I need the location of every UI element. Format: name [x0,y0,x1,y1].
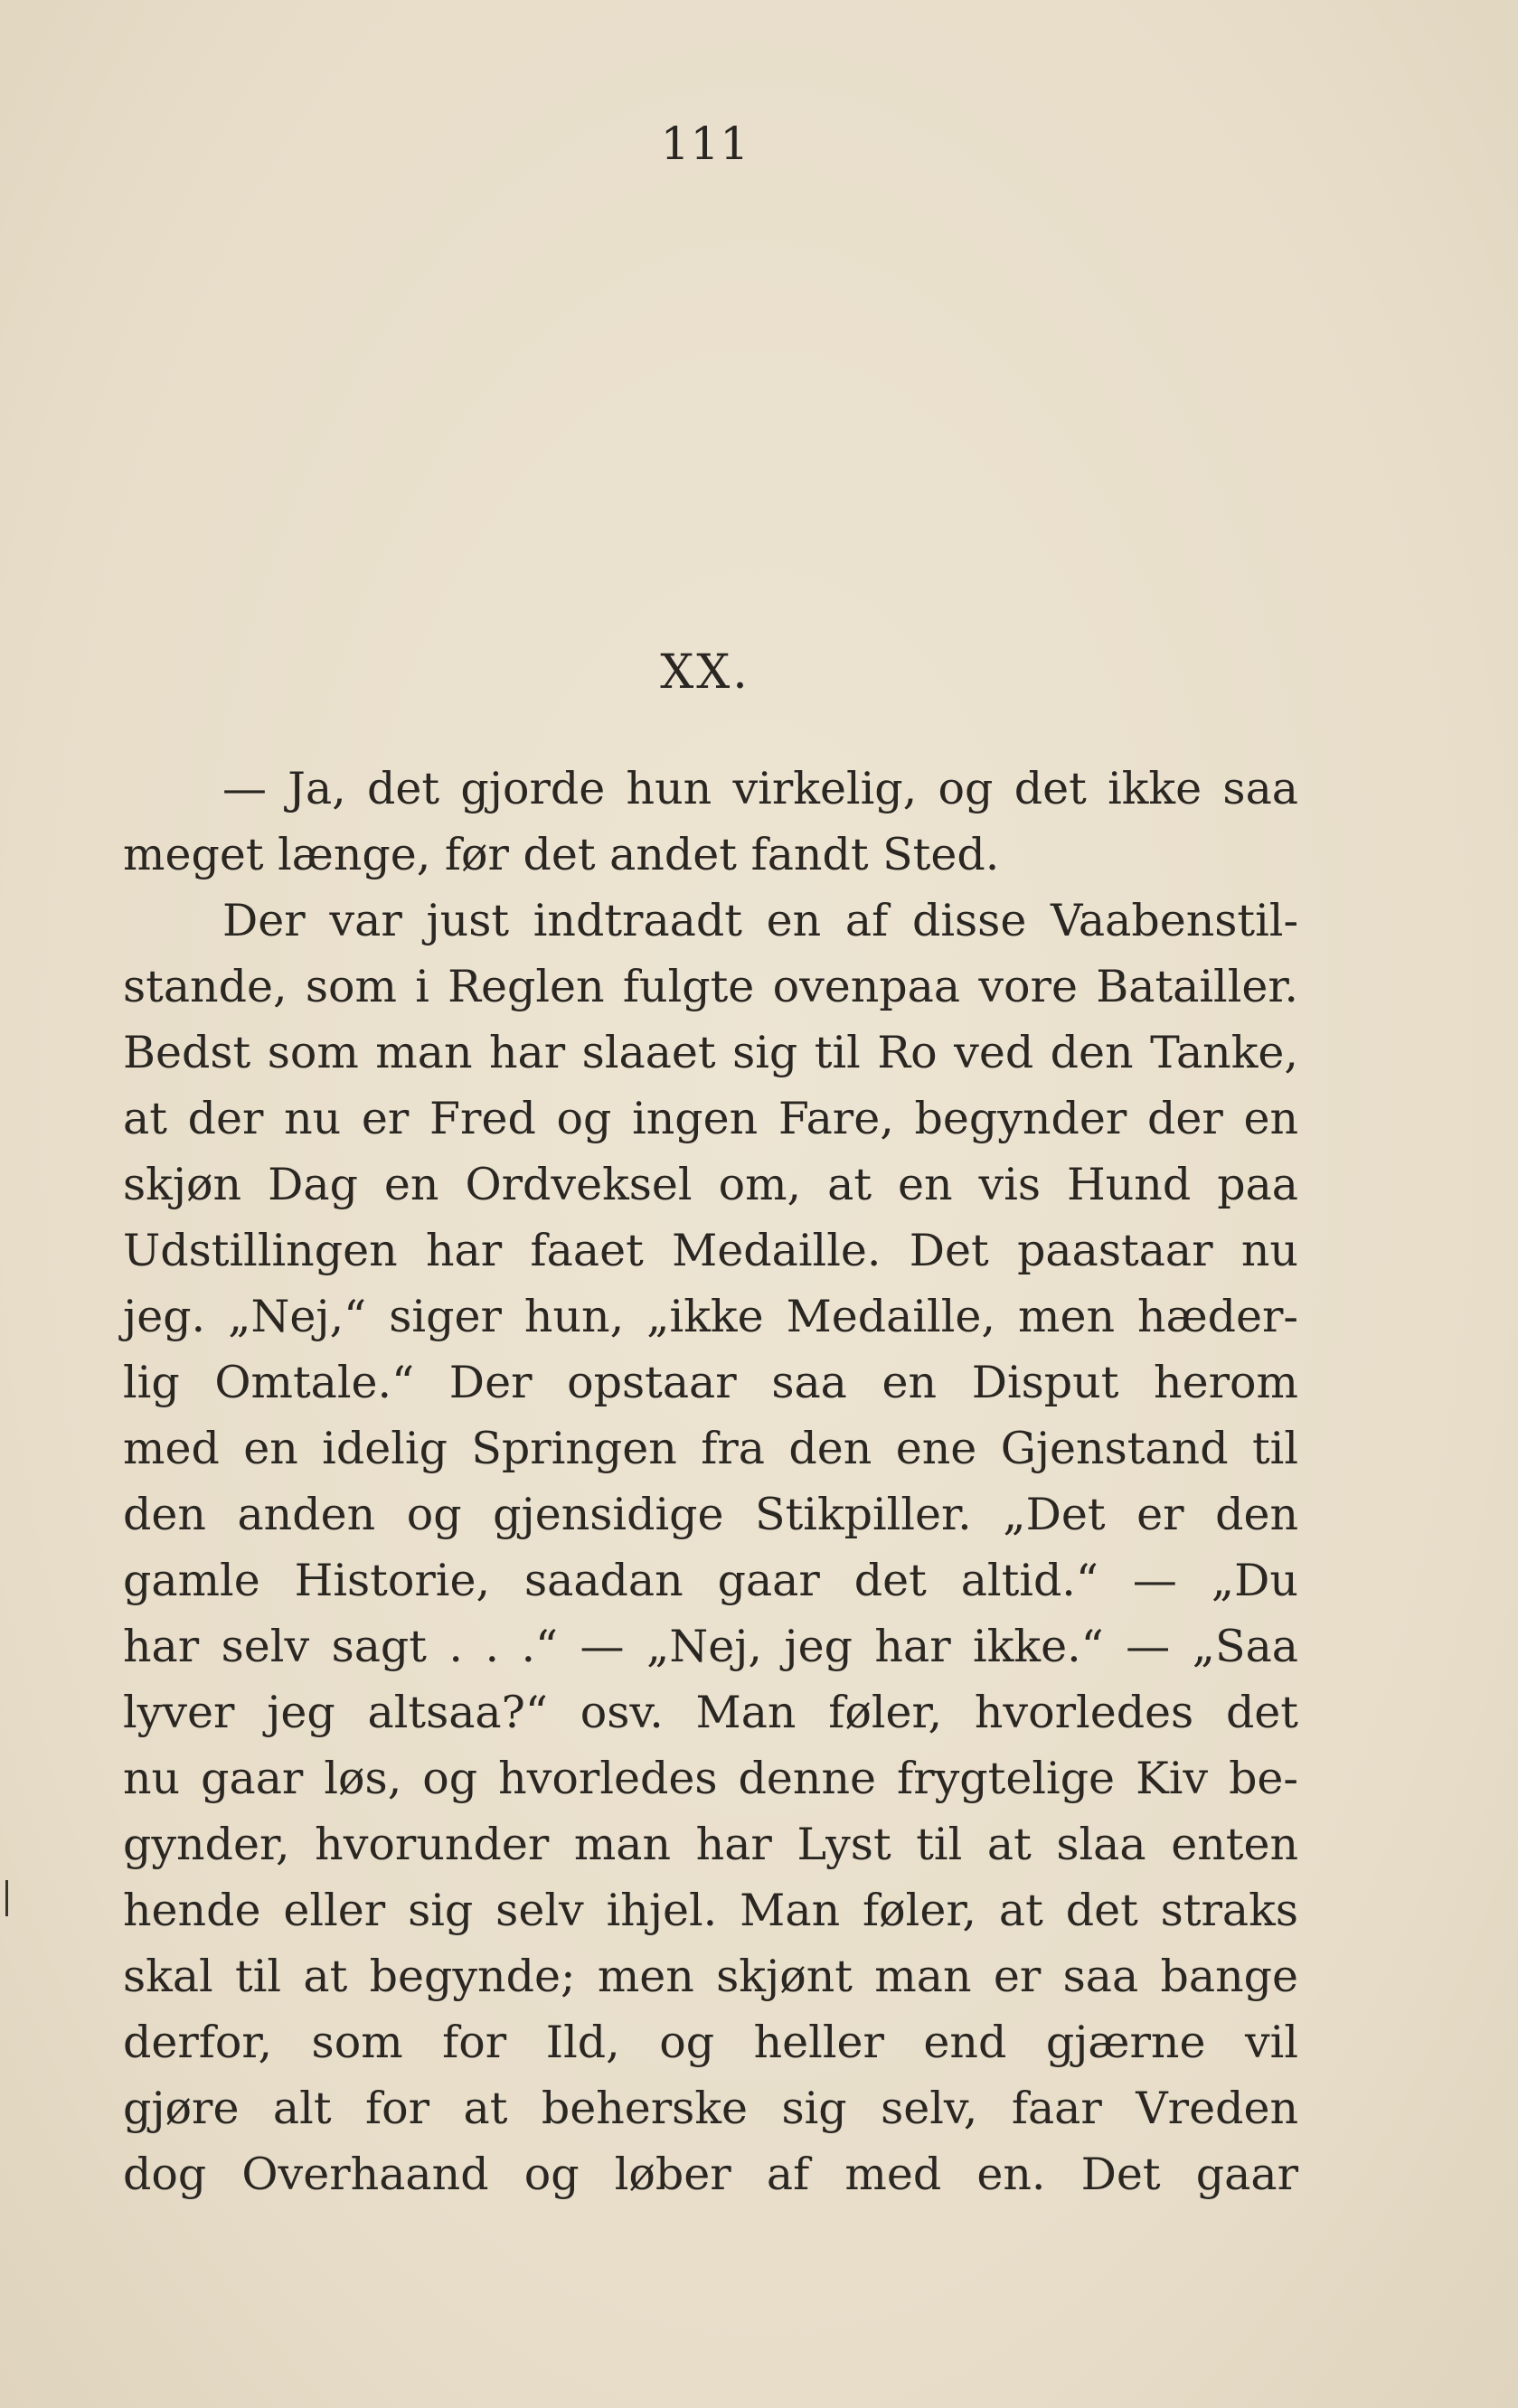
text-line: lyver jeg altsaa?“ osv. Man føler, hvorledes det [123,1687,1298,1738]
text-line: nu gaar løs, og hvorledes denne frygtelige Kiv be- [123,1753,1298,1804]
text-line: Bedst som man har slaaet sig til Ro ved den Tanke, [123,1027,1298,1078]
text-line: med en idelig Springen fra den ene Gjenstand til [123,1423,1298,1474]
text-line: derfor, som for Ild, og heller end gjærne vil [123,2017,1298,2068]
margin-mark [5,1880,8,1916]
text-line: stande, som i Reglen fulgte ovenpaa vore Batailler. [123,961,1298,1012]
text-line: Udstillingen har faaet Medaille. Det paastaar nu [123,1225,1298,1276]
text-line: skjøn Dag en Ordveksel om, at en vis Hund paa [123,1159,1298,1210]
text-line: gamle Historie, saadan gaar det altid.“ — „Du [123,1555,1298,1606]
text-line: skal til at begynde; men skjønt man er saa bange [123,1951,1298,2002]
text-line: den anden og gjensidige Stikpiller. „Det er den [123,1489,1298,1540]
text-line: dog Overhaand og løber af med en. Det gaar [123,2149,1298,2200]
text-line: hende eller sig selv ihjel. Man føler, at det straks [123,1885,1298,1936]
text-line: gjøre alt for at beherske sig selv, faar Vreden [123,2083,1298,2134]
text-line: meget længe, før det andet fandt Sted. [123,829,1000,880]
text-line: har selv sagt . . .“ — „Nej, jeg har ikke.“ — „Saa [123,1621,1298,1672]
chapter-heading: XX. [660,645,750,700]
text-line: — Ja, det gjorde hun virkelig, og det ikke saa [222,763,1298,814]
text-line: Der var just indtraadt en af disse Vaabenstil- [222,895,1298,946]
page-number: 111 [660,118,750,170]
text-line: jeg. „Nej,“ siger hun, „ikke Medaille, men hæder- [123,1291,1298,1342]
body-text [123,756,1298,2207]
text-line: at der nu er Fred og ingen Fare, begynder der en [123,1093,1298,1144]
text-line: lig Omtale.“ Der opstaar saa en Disput herom [123,1357,1298,1408]
text-line: gynder, hvorunder man har Lyst til at slaa enten [123,1819,1298,1870]
